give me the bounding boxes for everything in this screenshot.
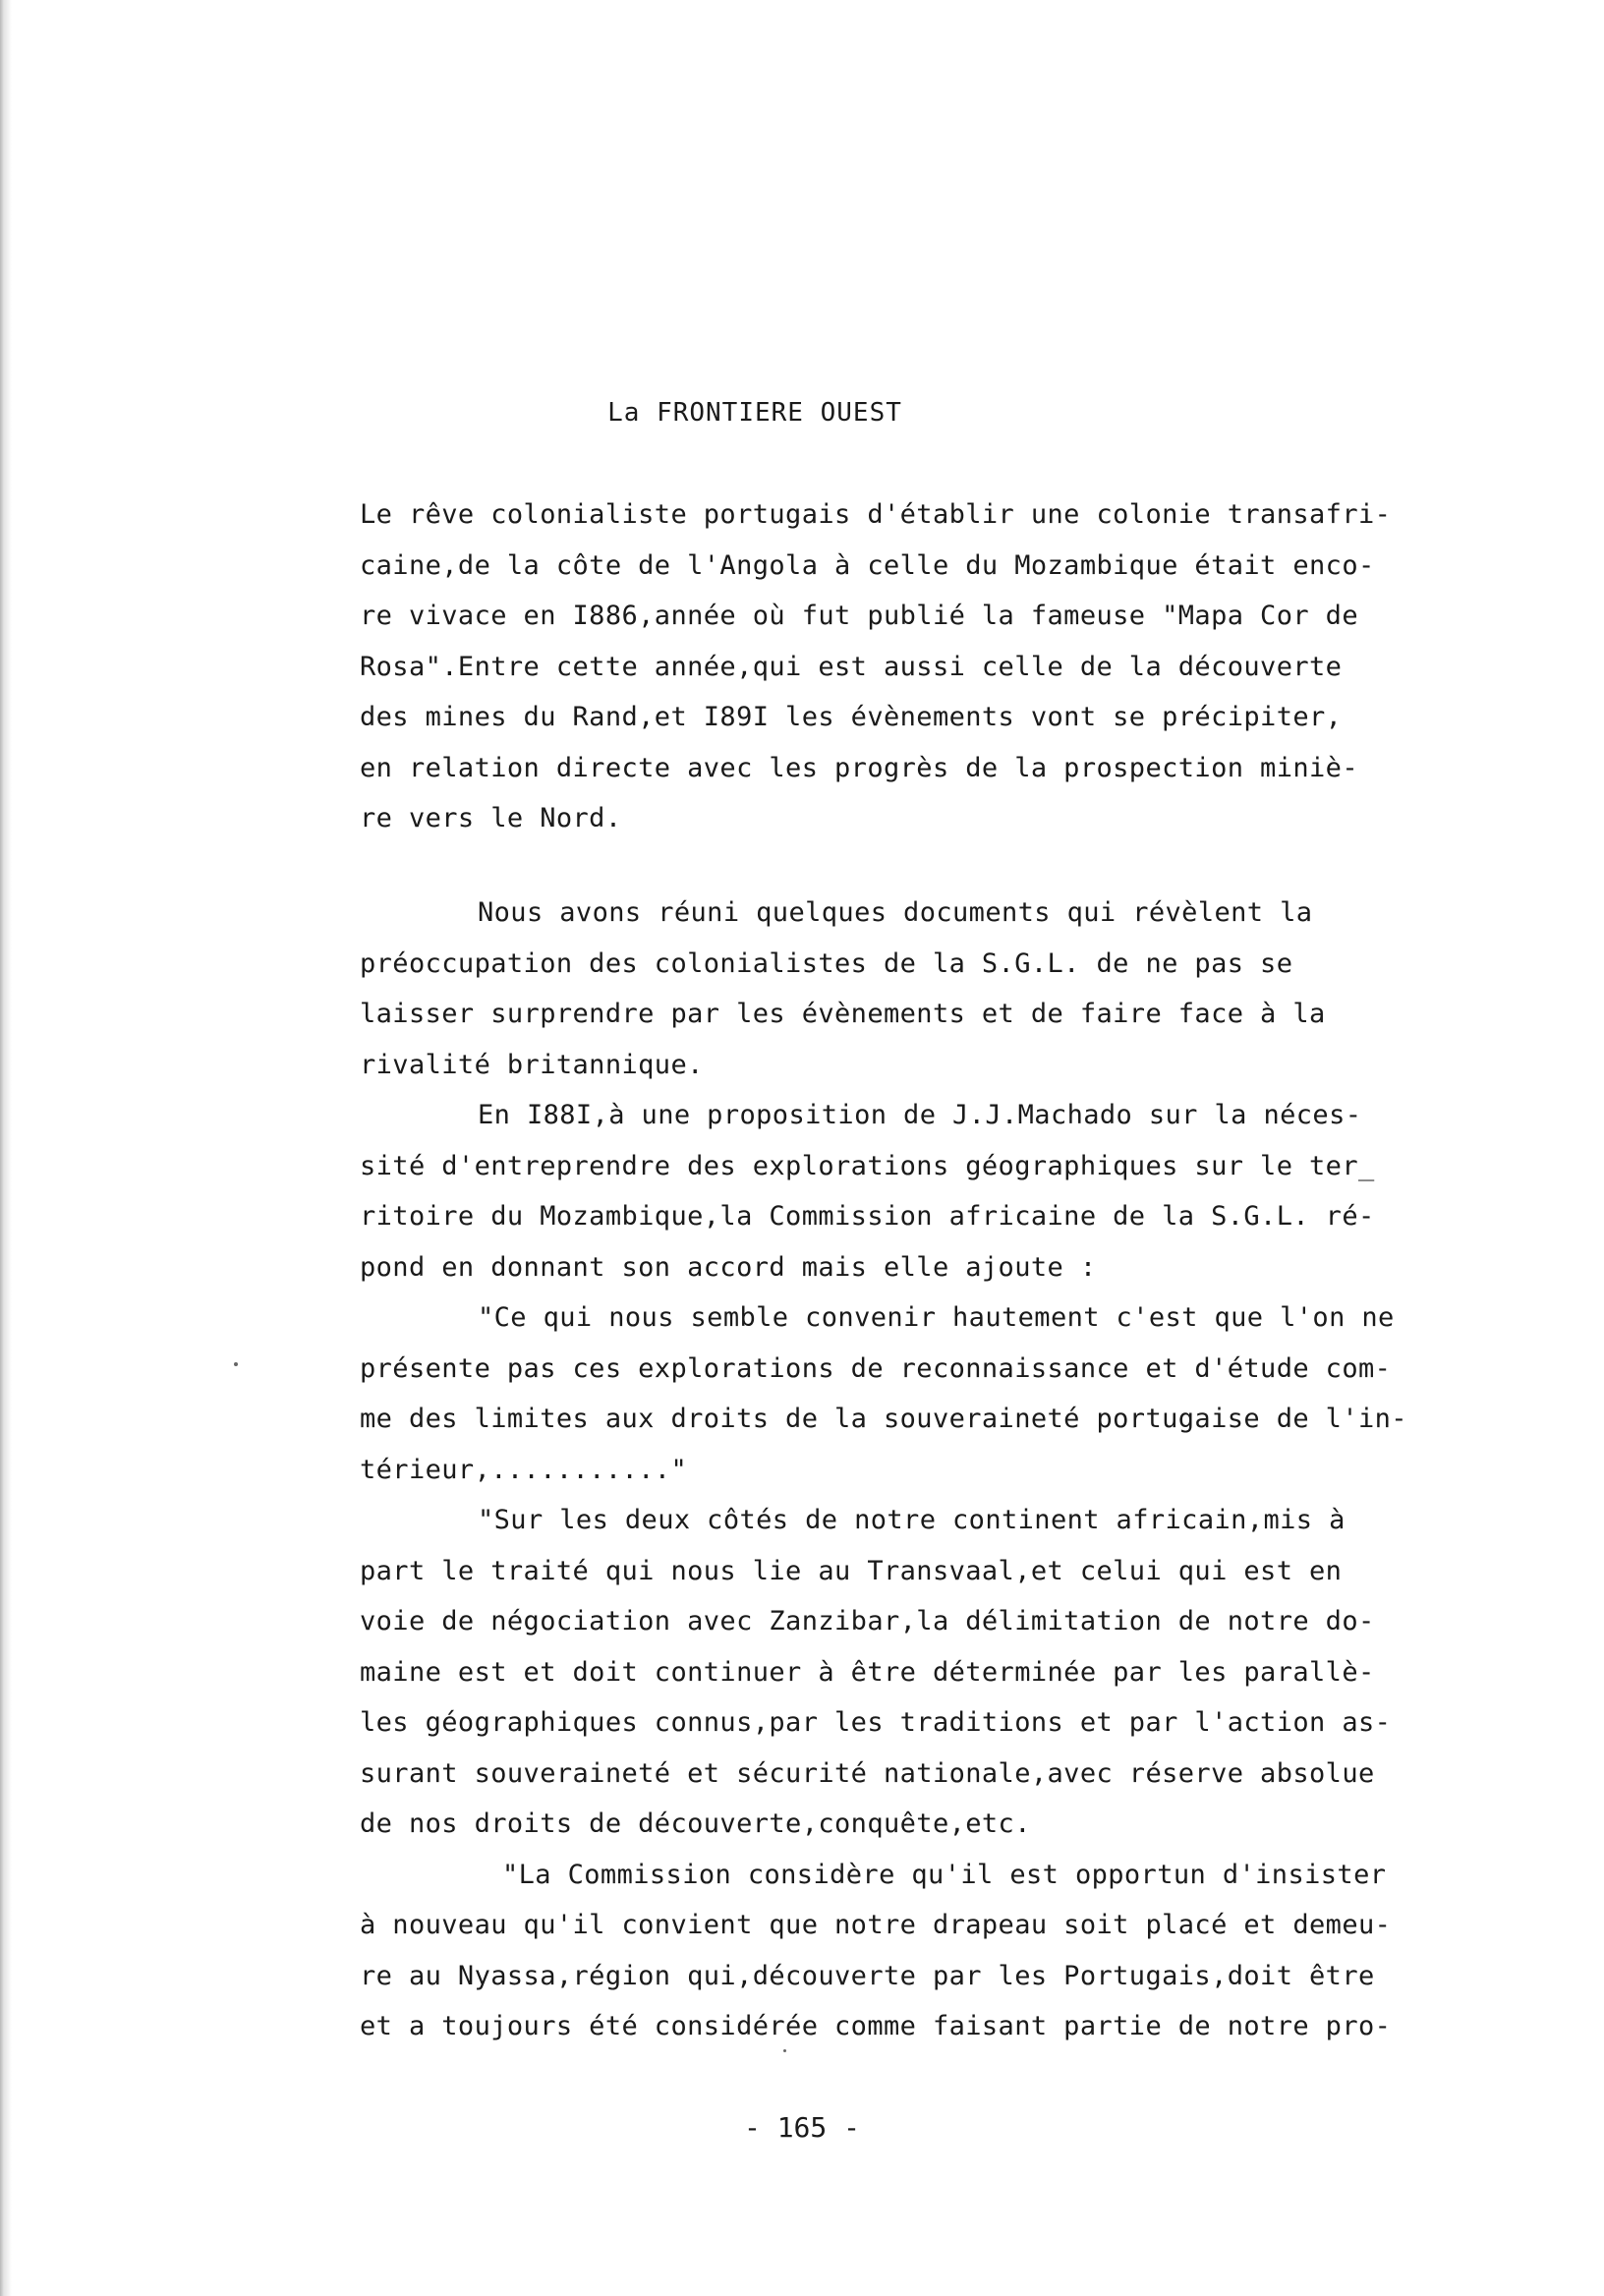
text-line: en relation directe avec les progrès de la prospection miniè- — [360, 752, 1358, 783]
text-line: me des limites aux droits de la souveraineté portugaise de l'in- — [360, 1404, 1407, 1434]
text-line: "Ce qui nous semble convenir hautement c'est que l'on ne — [478, 1302, 1395, 1333]
text-line: laisser surprendre par les évènements et de faire face à la — [360, 999, 1326, 1029]
text-line: sité d'entreprendre des explorations géographiques sur le ter_ — [360, 1150, 1375, 1181]
text-line: des mines du Rand,et I89I les évènements vont se précipiter, — [360, 702, 1343, 732]
text-line: rivalité britannique. — [360, 1049, 704, 1080]
text-line: présente pas ces explorations de reconnaissance et d'étude com- — [360, 1352, 1392, 1384]
page-title: La FRONTIERE OUEST — [607, 398, 902, 428]
paragraph-documents — [360, 888, 1459, 2052]
text-line: pond en donnant son accord mais elle ajoute : — [360, 1251, 1097, 1283]
text-line: Le rêve colonialiste portugais d'établir une colonie transafri- — [360, 499, 1392, 530]
text-line: Rosa".Entre cette année,qui est aussi celle de la découverte — [360, 651, 1343, 682]
text-line: les géographiques connus,par les traditions et par l'action as- — [360, 1707, 1392, 1738]
text-line: et a toujours été considérée comme faisant partie de notre pro- — [360, 2011, 1392, 2041]
text-line: part le traité qui nous lie au Transvaal,et celui qui est en — [360, 1555, 1343, 1586]
page-number: - 165 - — [743, 2111, 860, 2144]
text-line: re vers le Nord. — [360, 803, 622, 833]
paragraph-intro — [360, 489, 1459, 844]
text-line: En I88I,à une proposition de J.J.Machado sur la néces- — [478, 1100, 1362, 1130]
text-line: térieur,..........." — [360, 1454, 688, 1485]
text-line: Nous avons réuni quelques documents qui révèlent la — [478, 897, 1313, 928]
scan-speck — [783, 2049, 786, 2052]
text-line: re vivace en I886,année où fut publié la fameuse "Mapa Cor de — [360, 601, 1358, 631]
scan-left-edge — [0, 0, 12, 2296]
text-line: préoccupation des colonialistes de la S.G.L. de ne pas se — [360, 947, 1293, 979]
text-line: de nos droits de découverte,conquête,etc. — [360, 1808, 1031, 1839]
text-line: re au Nyassa,région qui,découverte par les Portugais,doit être — [360, 1960, 1375, 1991]
scan-speck — [234, 1362, 238, 1366]
text-line: surant souveraineté et sécurité nationale,avec réserve absolue — [360, 1757, 1375, 1789]
text-line: à nouveau qu'il convient que notre drapeau soit placé et demeu- — [360, 1910, 1392, 1940]
text-line: ritoire du Mozambique,la Commission africaine de la S.G.L. ré- — [360, 1201, 1375, 1232]
text-line: "Sur les deux côtés de notre continent africain,mis à — [478, 1505, 1346, 1535]
text-line: "La Commission considère qu'il est opportun d'insister — [502, 1859, 1387, 1890]
text-line: caine,de la côte de l'Angola à celle du Mozambique était enco- — [360, 549, 1375, 581]
text-line: maine est et doit continuer à être déterminée par les parallè- — [360, 1656, 1375, 1688]
text-line: voie de négociation avec Zanzibar,la délimitation de notre do- — [360, 1606, 1375, 1636]
